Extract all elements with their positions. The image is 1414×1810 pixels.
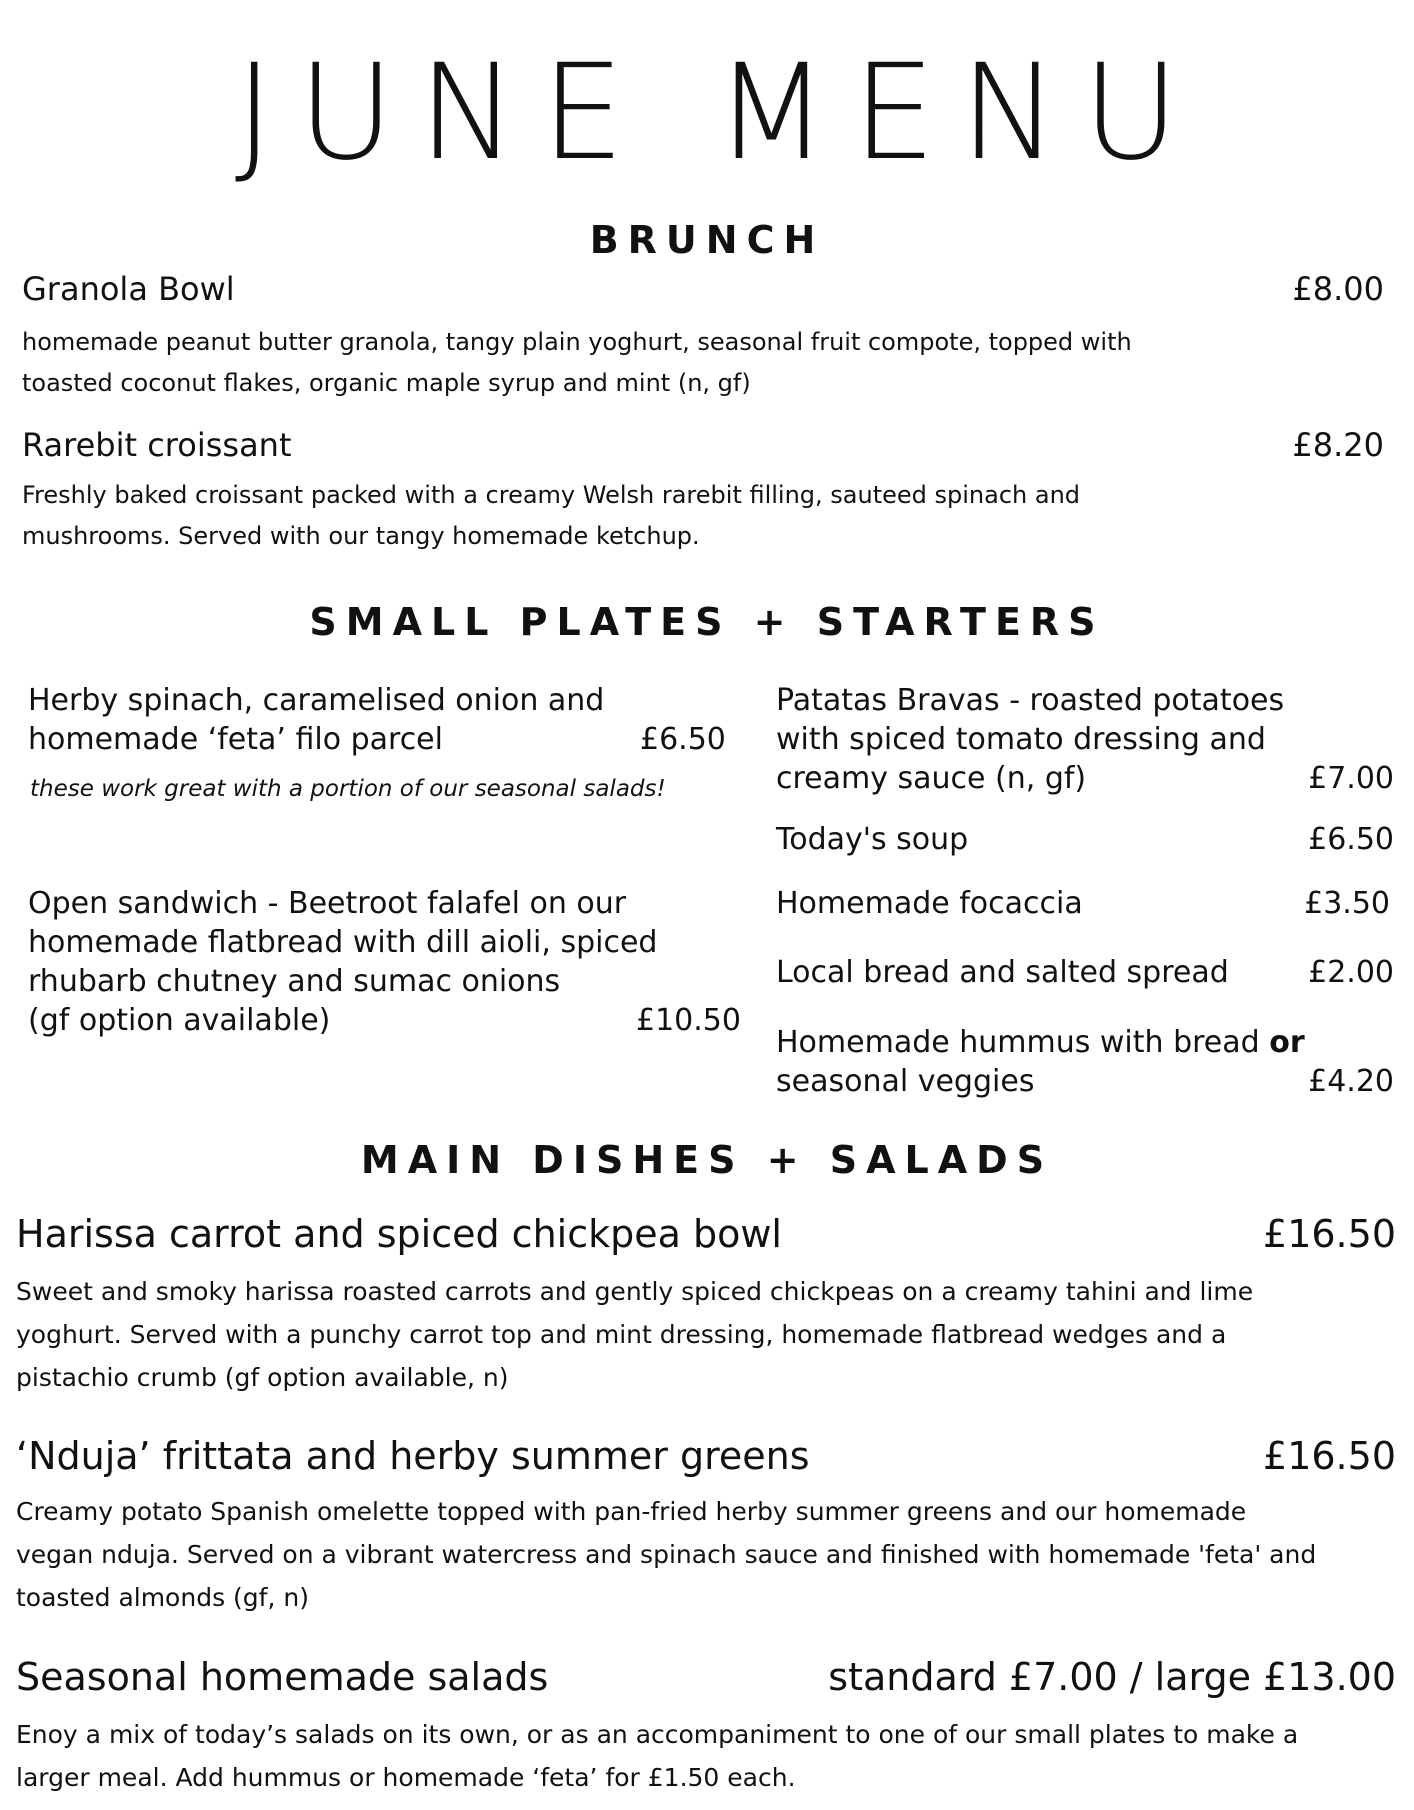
- small-plate-price: £6.50: [1308, 822, 1394, 857]
- main-item-price: standard £7.00 / large £13.00: [828, 1655, 1396, 1699]
- small-plate-price: £10.50: [636, 1003, 741, 1038]
- small-plate-item: Open sandwich - Beetroot falafel on our homemade flatbread with dill aioli, spiced rhubarb chutney and sumac onions (gf option available) £10.50: [28, 886, 741, 1038]
- small-plate-item: Local bread and salted spread £2.00: [776, 955, 1394, 990]
- main-item-desc: Creamy potato Spanish omelette topped with pan-fried herby summer greens and our homemade vegan nduja. Served on a vibrant watercress and spinach sauce and finished with homemade 'feta' and toasted almonds (gf, n): [16, 1497, 1317, 1612]
- main-item-price: £16.50: [1263, 1434, 1396, 1478]
- section-heading-brunch: BRUNCH: [589, 218, 825, 262]
- section-heading-small-plates: SMALL PLATES + STARTERS: [309, 600, 1105, 644]
- small-plate-price: £3.50: [1304, 886, 1390, 921]
- small-plate-price: £7.00: [1308, 761, 1394, 796]
- small-plate-price: £6.50: [640, 722, 726, 757]
- brunch-item-price: £8.20: [1292, 426, 1384, 464]
- small-plate-price: £4.20: [1308, 1064, 1394, 1099]
- brunch-item-desc: Freshly baked croissant packed with a creamy Welsh rarebit filling, sauteed spinach and mushrooms. Served with our tangy homemade ketchup.: [22, 481, 1081, 550]
- small-plate-item: Herby spinach, caramelised onion and homemade ‘feta’ filo parcel £6.50: [28, 683, 726, 757]
- brunch-item-name: Rarebit croissant: [22, 426, 292, 464]
- small-plate-item: Patatas Bravas - roasted potatoes with spiced tomato dressing and creamy sauce (n, gf) £7.00: [776, 683, 1394, 796]
- small-plate-item: Homemade focaccia £3.50: [776, 886, 1390, 921]
- main-item-desc: Enoy a mix of today’s salads on its own, or as an accompaniment to one of our small plates to make a larger meal. Add hummus or homemade ‘feta’ for £1.50 each.: [16, 1720, 1299, 1792]
- small-plate-item: Homemade hummus with bread or seasonal veggies £4.20: [776, 1025, 1394, 1099]
- main-item-price: £16.50: [1263, 1212, 1396, 1256]
- brunch-item-desc: homemade peanut butter granola, tangy plain yoghurt, seasonal fruit compote, topped with toasted coconut flakes, organic maple syrup and mint (n, gf): [22, 328, 1132, 397]
- small-plate-price: £2.00: [1308, 955, 1394, 990]
- main-item-name: Harissa carrot and spiced chickpea bowl: [16, 1212, 782, 1256]
- brunch-item-name: Granola Bowl: [22, 270, 235, 308]
- main-item-name: Seasonal homemade salads: [16, 1655, 549, 1699]
- small-plate-note: these work great with a portion of our seasonal salads!: [30, 776, 666, 802]
- main-item-name: ‘Nduja’ frittata and herby summer greens: [16, 1434, 810, 1478]
- section-heading-mains: MAIN DISHES + SALADS: [360, 1138, 1054, 1182]
- small-plate-item: Today's soup £6.50: [776, 822, 1394, 857]
- main-item-desc: Sweet and smoky harissa roasted carrots and gently spiced chickpeas on a creamy tahini and lime yoghurt. Served with a punchy carrot top and mint dressing, homemade flatbread wedges and a pistachio crumb (gf option available, n): [16, 1277, 1254, 1392]
- menu-title: JUNE MENU: [234, 36, 1204, 190]
- brunch-item-price: £8.00: [1292, 270, 1384, 308]
